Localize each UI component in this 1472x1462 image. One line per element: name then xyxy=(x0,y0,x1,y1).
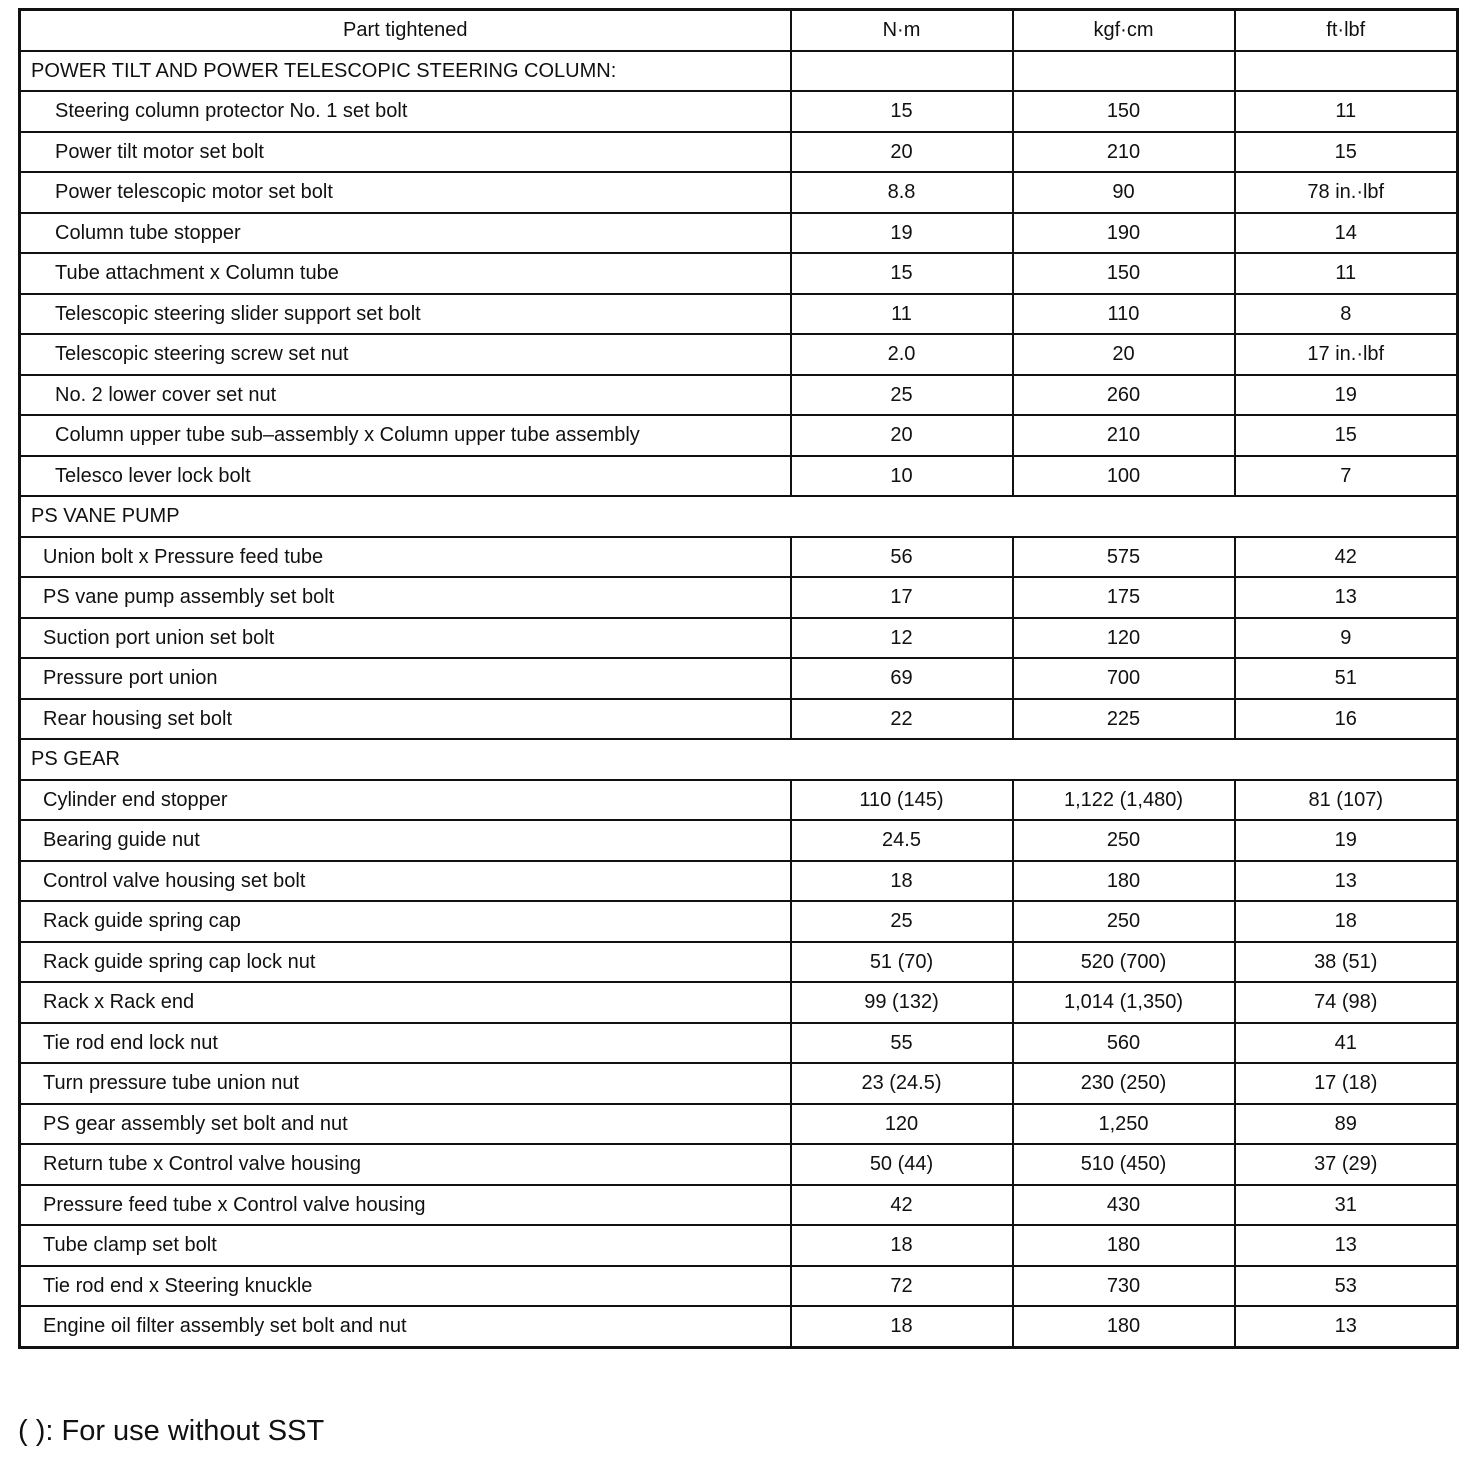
section-header-row xyxy=(20,51,1458,92)
kgf-cm-value-cell: 110 xyxy=(1013,294,1235,335)
nm-value-cell: 20 xyxy=(791,132,1013,173)
table-row xyxy=(20,1306,1458,1347)
nm-value-cell: 25 xyxy=(791,375,1013,416)
kgf-cm-value-cell: 510 (450) xyxy=(1013,1144,1235,1185)
nm-value-cell: 50 (44) xyxy=(791,1144,1013,1185)
table-row xyxy=(20,334,1458,375)
part-name-cell: Telescopic steering slider support set bolt xyxy=(20,294,791,335)
table-row xyxy=(20,132,1458,173)
part-name-cell: Turn pressure tube union nut xyxy=(20,1063,791,1104)
ft-lbf-value-cell: 42 xyxy=(1235,537,1458,578)
part-name-cell: Tube attachment x Column tube xyxy=(20,253,791,294)
torque-spec-table xyxy=(18,8,1459,1349)
nm-value-cell: 51 (70) xyxy=(791,942,1013,983)
nm-value-cell: 110 (145) xyxy=(791,780,1013,821)
empty-cell xyxy=(791,51,1013,92)
section-header-row xyxy=(20,496,1458,537)
table-row xyxy=(20,253,1458,294)
nm-value-cell: 15 xyxy=(791,253,1013,294)
kgf-cm-value-cell: 250 xyxy=(1013,820,1235,861)
ft-lbf-value-cell: 41 xyxy=(1235,1023,1458,1064)
kgf-cm-value-cell: 1,250 xyxy=(1013,1104,1235,1145)
kgf-cm-value-cell: 1,014 (1,350) xyxy=(1013,982,1235,1023)
part-name-cell: Cylinder end stopper xyxy=(20,780,791,821)
kgf-cm-value-cell: 1,122 (1,480) xyxy=(1013,780,1235,821)
table-row xyxy=(20,861,1458,902)
footnote: ( ): For use without SST xyxy=(18,1415,325,1447)
nm-value-cell: 24.5 xyxy=(791,820,1013,861)
kgf-cm-value-cell: 250 xyxy=(1013,901,1235,942)
table-row xyxy=(20,942,1458,983)
header-row xyxy=(20,10,1458,51)
table-row xyxy=(20,577,1458,618)
nm-value-cell: 25 xyxy=(791,901,1013,942)
table-row xyxy=(20,172,1458,213)
kgf-cm-value-cell: 100 xyxy=(1013,456,1235,497)
nm-value-cell: 18 xyxy=(791,1306,1013,1347)
ft-lbf-value-cell: 15 xyxy=(1235,132,1458,173)
nm-value-cell: 12 xyxy=(791,618,1013,659)
section-title: PS GEAR xyxy=(20,739,1458,780)
kgf-cm-value-cell: 190 xyxy=(1013,213,1235,254)
table-row xyxy=(20,91,1458,132)
header-kgf-cm: kgf·cm xyxy=(1013,10,1235,51)
ft-lbf-value-cell: 15 xyxy=(1235,415,1458,456)
part-name-cell: Pressure port union xyxy=(20,658,791,699)
ft-lbf-value-cell: 51 xyxy=(1235,658,1458,699)
kgf-cm-value-cell: 260 xyxy=(1013,375,1235,416)
ft-lbf-value-cell: 38 (51) xyxy=(1235,942,1458,983)
kgf-cm-value-cell: 560 xyxy=(1013,1023,1235,1064)
part-name-cell: No. 2 lower cover set nut xyxy=(20,375,791,416)
part-name-cell: Rack x Rack end xyxy=(20,982,791,1023)
ft-lbf-value-cell: 74 (98) xyxy=(1235,982,1458,1023)
nm-value-cell: 42 xyxy=(791,1185,1013,1226)
nm-value-cell: 18 xyxy=(791,1225,1013,1266)
table-row xyxy=(20,415,1458,456)
nm-value-cell: 72 xyxy=(791,1266,1013,1307)
part-name-cell: Pressure feed tube x Control valve housing xyxy=(20,1185,791,1226)
empty-cell xyxy=(1235,51,1458,92)
kgf-cm-value-cell: 210 xyxy=(1013,132,1235,173)
part-name-cell: Power telescopic motor set bolt xyxy=(20,172,791,213)
part-name-cell: Column tube stopper xyxy=(20,213,791,254)
table-row xyxy=(20,1023,1458,1064)
part-name-cell: PS gear assembly set bolt and nut xyxy=(20,1104,791,1145)
table-row xyxy=(20,375,1458,416)
kgf-cm-value-cell: 90 xyxy=(1013,172,1235,213)
part-name-cell: Rack guide spring cap lock nut xyxy=(20,942,791,983)
ft-lbf-value-cell: 19 xyxy=(1235,375,1458,416)
nm-value-cell: 19 xyxy=(791,213,1013,254)
ft-lbf-value-cell: 13 xyxy=(1235,861,1458,902)
kgf-cm-value-cell: 520 (700) xyxy=(1013,942,1235,983)
nm-value-cell: 22 xyxy=(791,699,1013,740)
kgf-cm-value-cell: 180 xyxy=(1013,1306,1235,1347)
table-row xyxy=(20,213,1458,254)
kgf-cm-value-cell: 120 xyxy=(1013,618,1235,659)
table-row xyxy=(20,780,1458,821)
kgf-cm-value-cell: 730 xyxy=(1013,1266,1235,1307)
table-row xyxy=(20,456,1458,497)
ft-lbf-value-cell: 17 (18) xyxy=(1235,1063,1458,1104)
part-name-cell: Power tilt motor set bolt xyxy=(20,132,791,173)
kgf-cm-value-cell: 180 xyxy=(1013,861,1235,902)
kgf-cm-value-cell: 430 xyxy=(1013,1185,1235,1226)
kgf-cm-value-cell: 150 xyxy=(1013,91,1235,132)
header-part-tightened: Part tightened xyxy=(20,10,791,51)
part-name-cell: Tie rod end lock nut xyxy=(20,1023,791,1064)
table-row xyxy=(20,820,1458,861)
ft-lbf-value-cell: 81 (107) xyxy=(1235,780,1458,821)
kgf-cm-value-cell: 20 xyxy=(1013,334,1235,375)
table-row xyxy=(20,1266,1458,1307)
part-name-cell: Tube clamp set bolt xyxy=(20,1225,791,1266)
ft-lbf-value-cell: 14 xyxy=(1235,213,1458,254)
kgf-cm-value-cell: 230 (250) xyxy=(1013,1063,1235,1104)
part-name-cell: Return tube x Control valve housing xyxy=(20,1144,791,1185)
kgf-cm-value-cell: 700 xyxy=(1013,658,1235,699)
table-body xyxy=(20,51,1458,1348)
nm-value-cell: 2.0 xyxy=(791,334,1013,375)
table-row xyxy=(20,294,1458,335)
ft-lbf-value-cell: 16 xyxy=(1235,699,1458,740)
ft-lbf-value-cell: 37 (29) xyxy=(1235,1144,1458,1185)
part-name-cell: Rear housing set bolt xyxy=(20,699,791,740)
ft-lbf-value-cell: 13 xyxy=(1235,577,1458,618)
nm-value-cell: 55 xyxy=(791,1023,1013,1064)
kgf-cm-value-cell: 150 xyxy=(1013,253,1235,294)
table-row xyxy=(20,658,1458,699)
ft-lbf-value-cell: 78 in.·lbf xyxy=(1235,172,1458,213)
ft-lbf-value-cell: 9 xyxy=(1235,618,1458,659)
section-title: POWER TILT AND POWER TELESCOPIC STEERING COLUMN: xyxy=(20,51,791,92)
table-row xyxy=(20,901,1458,942)
part-name-cell: Suction port union set bolt xyxy=(20,618,791,659)
ft-lbf-value-cell: 19 xyxy=(1235,820,1458,861)
ft-lbf-value-cell: 13 xyxy=(1235,1306,1458,1347)
nm-value-cell: 56 xyxy=(791,537,1013,578)
table-row xyxy=(20,537,1458,578)
header-ft-lbf: ft·lbf xyxy=(1235,10,1458,51)
ft-lbf-value-cell: 11 xyxy=(1235,91,1458,132)
ft-lbf-value-cell: 7 xyxy=(1235,456,1458,497)
kgf-cm-value-cell: 575 xyxy=(1013,537,1235,578)
nm-value-cell: 20 xyxy=(791,415,1013,456)
table-header xyxy=(20,10,1458,51)
part-name-cell: Control valve housing set bolt xyxy=(20,861,791,902)
part-name-cell: Telesco lever lock bolt xyxy=(20,456,791,497)
kgf-cm-value-cell: 175 xyxy=(1013,577,1235,618)
part-name-cell: Tie rod end x Steering knuckle xyxy=(20,1266,791,1307)
table-row xyxy=(20,1063,1458,1104)
nm-value-cell: 99 (132) xyxy=(791,982,1013,1023)
ft-lbf-value-cell: 89 xyxy=(1235,1104,1458,1145)
table-row xyxy=(20,1225,1458,1266)
ft-lbf-value-cell: 18 xyxy=(1235,901,1458,942)
header-nm: N·m xyxy=(791,10,1013,51)
table-row xyxy=(20,618,1458,659)
nm-value-cell: 18 xyxy=(791,861,1013,902)
part-name-cell: Steering column protector No. 1 set bolt xyxy=(20,91,791,132)
nm-value-cell: 23 (24.5) xyxy=(791,1063,1013,1104)
nm-value-cell: 11 xyxy=(791,294,1013,335)
table-row xyxy=(20,699,1458,740)
ft-lbf-value-cell: 31 xyxy=(1235,1185,1458,1226)
ft-lbf-value-cell: 13 xyxy=(1235,1225,1458,1266)
part-name-cell: Telescopic steering screw set nut xyxy=(20,334,791,375)
empty-cell xyxy=(1013,51,1235,92)
ft-lbf-value-cell: 8 xyxy=(1235,294,1458,335)
nm-value-cell: 10 xyxy=(791,456,1013,497)
section-title: PS VANE PUMP xyxy=(20,496,1458,537)
kgf-cm-value-cell: 210 xyxy=(1013,415,1235,456)
part-name-cell: Rack guide spring cap xyxy=(20,901,791,942)
kgf-cm-value-cell: 225 xyxy=(1013,699,1235,740)
part-name-cell: PS vane pump assembly set bolt xyxy=(20,577,791,618)
table-row xyxy=(20,1144,1458,1185)
ft-lbf-value-cell: 17 in.·lbf xyxy=(1235,334,1458,375)
nm-value-cell: 69 xyxy=(791,658,1013,699)
ft-lbf-value-cell: 53 xyxy=(1235,1266,1458,1307)
table-row xyxy=(20,982,1458,1023)
part-name-cell: Bearing guide nut xyxy=(20,820,791,861)
table-row xyxy=(20,1104,1458,1145)
part-name-cell: Union bolt x Pressure feed tube xyxy=(20,537,791,578)
nm-value-cell: 120 xyxy=(791,1104,1013,1145)
nm-value-cell: 17 xyxy=(791,577,1013,618)
nm-value-cell: 8.8 xyxy=(791,172,1013,213)
part-name-cell: Engine oil filter assembly set bolt and nut xyxy=(20,1306,791,1347)
ft-lbf-value-cell: 11 xyxy=(1235,253,1458,294)
part-name-cell: Column upper tube sub–assembly x Column upper tube assembly xyxy=(20,415,791,456)
nm-value-cell: 15 xyxy=(791,91,1013,132)
table-row xyxy=(20,1185,1458,1226)
kgf-cm-value-cell: 180 xyxy=(1013,1225,1235,1266)
section-header-row xyxy=(20,739,1458,780)
